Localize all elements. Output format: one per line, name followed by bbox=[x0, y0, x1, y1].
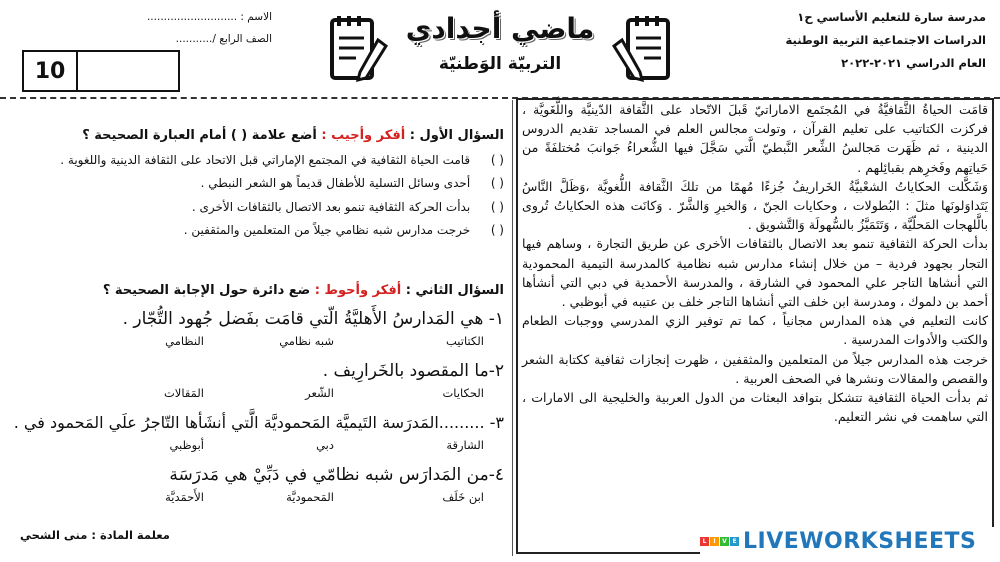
mcq-options bbox=[14, 384, 504, 410]
mcq-options bbox=[14, 436, 504, 462]
question-2-title bbox=[14, 283, 504, 298]
passage-paragraph: بدأت الحركة الثقافية تنمو بعد الاتصال بالثقافات الأخرى عن طريق التجارة ، وساهم فيها التجار بجهود فردية – من خلال إنشاء مدارس شبه نظامية كالمدرسة التيمية المحمودية التي أنشاها التاجر علي المحمود في الشارقة ، والمدرسة الأحمدية في دبي التي أنشأها أحمد بن دلموك ، ومدرسة ابن خلف التي أنشاها التاجر خلف بن عتيبه في أبوظبي . bbox=[522, 236, 988, 310]
mcq-option[interactable]: الشارقة bbox=[446, 438, 484, 452]
checkbox-statement: خرجت مدارس شبه نظامي جيلاً من المتعلمين والمثقفين . bbox=[183, 223, 471, 238]
mcq-question: ١- هي المَدارسُ الأَهليَّةُ الّتي قامَت بفَضل جُهود التُّجّار . bbox=[122, 309, 504, 329]
mcq-question: ٤-من المَدارَس شبه نظامّي في دَبِّيْ هي مَدرَسَة bbox=[169, 465, 504, 485]
liveworksheets-logo[interactable] bbox=[700, 527, 1000, 555]
check-paren[interactable]: ( ) bbox=[490, 223, 504, 238]
notebook-pencil-icon bbox=[326, 12, 388, 86]
mcq-option[interactable]: ابن خَلَف bbox=[442, 490, 484, 504]
mcq-option[interactable]: المَحموديَّة bbox=[286, 490, 334, 504]
subject-name: الدراسات الاجتماعية التربية الوطنية bbox=[785, 33, 986, 47]
passage-paragraph: خرجت هذه المدارس جيلاً من المتعلمين والمثقفين ، ظهرت إنجازات ثقافية ككتابة الشعر والقصص والمقالات ونشرها في الصحف العربية . bbox=[522, 351, 988, 386]
question-2-label: السؤال الثاني : bbox=[405, 283, 504, 298]
logo-blocks-icon: L I V E bbox=[700, 537, 739, 546]
score-blank bbox=[78, 52, 178, 90]
teacher-name: معلمة المادة : منى الشحي bbox=[20, 528, 170, 542]
column-divider bbox=[512, 100, 513, 556]
checkbox-statement: بدأت الحركة الثقافية تنمو بعد الاتصال بالثقافات الأخرى . bbox=[191, 199, 471, 214]
passage-paragraph: وَشَكَّلت الحكاياتُ الشعْبيَّةُ الخَراريفُ جُزءًا مُهمًا من تلكَ الثَّقافة اللُّغويَّة ،وَظَلَّ النَّاسُ يَتَداوَلونَها مثلَ : البُطولات ، وحكايات الجنّ ، وَالخيرِ وَالشَّرّ . وَكانَت هذه الحكاياتُ تُروى بالَّلهجات المَحلّيَّة ، وَتَتَمَيَّزُ بالسُّهولَة وَالتَّشويق . bbox=[522, 178, 988, 233]
worksheet-title: ماضي أجدادي bbox=[405, 12, 595, 45]
mcq-option[interactable]: الأَحمَديَّة bbox=[165, 490, 204, 504]
mcq-option[interactable]: المَقالات bbox=[163, 386, 204, 400]
checkbox-statement: أحدى وسائل التسلية للأطفال قديماً هو الشعر النبطي . bbox=[200, 176, 471, 191]
mcq-question: ٢-ما المقصود بالخَرارِيف . bbox=[322, 361, 504, 381]
question-1-red-label: أفكر وأجيب : bbox=[321, 128, 406, 143]
question-1-title bbox=[14, 128, 504, 143]
checkbox-item[interactable] bbox=[14, 196, 504, 219]
question-1-label: السؤال الأول : bbox=[409, 128, 504, 143]
question-2-instruction: ضع دائرة حول الإجابة الصحيحة ؟ bbox=[102, 283, 311, 298]
mcq-option[interactable]: دبي bbox=[316, 438, 334, 452]
checkbox-statement: قامت الحياة الثقافية في المجتمع الإماراتي قبل الاتحاد على الثقافة الدينية واللغوية . bbox=[60, 153, 471, 167]
passage-paragraph: ثم بدأت الحياة الثقافية تتشكل بتوافد البعثات من الدول العربية والخليجية الى الامارات ، التي ساهمت في نشر التعليم. bbox=[522, 390, 988, 425]
school-name: مدرسة سارة للتعليم الأساسي ح١ bbox=[797, 10, 986, 24]
mcq-options bbox=[14, 332, 504, 358]
student-info bbox=[22, 6, 272, 50]
name-label: الاسم : ........................... bbox=[146, 11, 272, 23]
score-box bbox=[22, 50, 180, 92]
question-2 bbox=[14, 283, 504, 514]
mcq-option[interactable]: أبوظبي bbox=[169, 438, 204, 452]
question-1-instruction: أضع علامة ( ) أمام العبارة الصحيحة ؟ bbox=[82, 128, 317, 143]
question-1 bbox=[14, 128, 504, 243]
mcq-question: ٣- .........المَدرَسة التَيميَّة المَحموديَّة الَّتي أنشَأها التّاجرُ علَي المَحمود في . bbox=[13, 413, 504, 432]
checkbox-item[interactable] bbox=[14, 219, 504, 242]
passage-paragraph: كانت التعليم في هذه المدارس مجانياً ، كما تم توفير الزي المدرسي ووجبات الطعام والكتب والأدوات المدرسية . bbox=[522, 313, 988, 348]
check-paren[interactable]: ( ) bbox=[490, 176, 504, 191]
mcq-option[interactable]: الكتاتيب bbox=[446, 334, 484, 348]
logo-text: LIVEWORKSHEETS bbox=[743, 528, 977, 554]
check-paren[interactable]: ( ) bbox=[490, 199, 504, 214]
notebook-pencil-icon bbox=[612, 12, 674, 86]
passage-paragraph: قامَت الحياةُ الثَّقافيَّةُ في المُجتَمع الاماراتيّ قَبلَ الاتّحاد على الثَّقافة الدّينيَّة واللُّغَويَّة ، فركزت الكتاتيب على تعليم القرآن ، وتولت مجالس العلم في المساجد تقديم الدروس الدينية ، ثم ظَهَرت مَجالسُ الشِّعر النَّبطيّ الَّتي سَجَّلَ فيها الشُّعراءُ جَوانبَ مُختلفَةً من حَياتِهم وفَخرِهم بقبائِلهم . bbox=[522, 102, 988, 175]
question-2-red-label: أفكر وأحوط : bbox=[314, 283, 402, 298]
checkbox-item[interactable] bbox=[14, 172, 504, 195]
mcq-options bbox=[14, 488, 504, 514]
worksheet-subtitle: التربيّة الوَطنيّة bbox=[438, 54, 562, 74]
class-label: الصف الرابع /........... bbox=[175, 33, 272, 45]
mcq-option[interactable]: النظامي bbox=[165, 334, 204, 348]
check-paren[interactable]: ( ) bbox=[490, 153, 504, 167]
reading-passage bbox=[522, 100, 988, 426]
mcq-option[interactable]: الشّعر bbox=[305, 386, 334, 400]
school-info bbox=[656, 6, 986, 75]
checkbox-item[interactable] bbox=[14, 149, 504, 172]
mcq-option[interactable]: الحكايات bbox=[442, 386, 484, 400]
score-value: 10 bbox=[24, 52, 78, 90]
mcq-option[interactable]: شبه نظامي bbox=[279, 334, 334, 348]
school-year: العام الدراسي ٢٠٢١-٢٠٢٢ bbox=[841, 56, 986, 70]
